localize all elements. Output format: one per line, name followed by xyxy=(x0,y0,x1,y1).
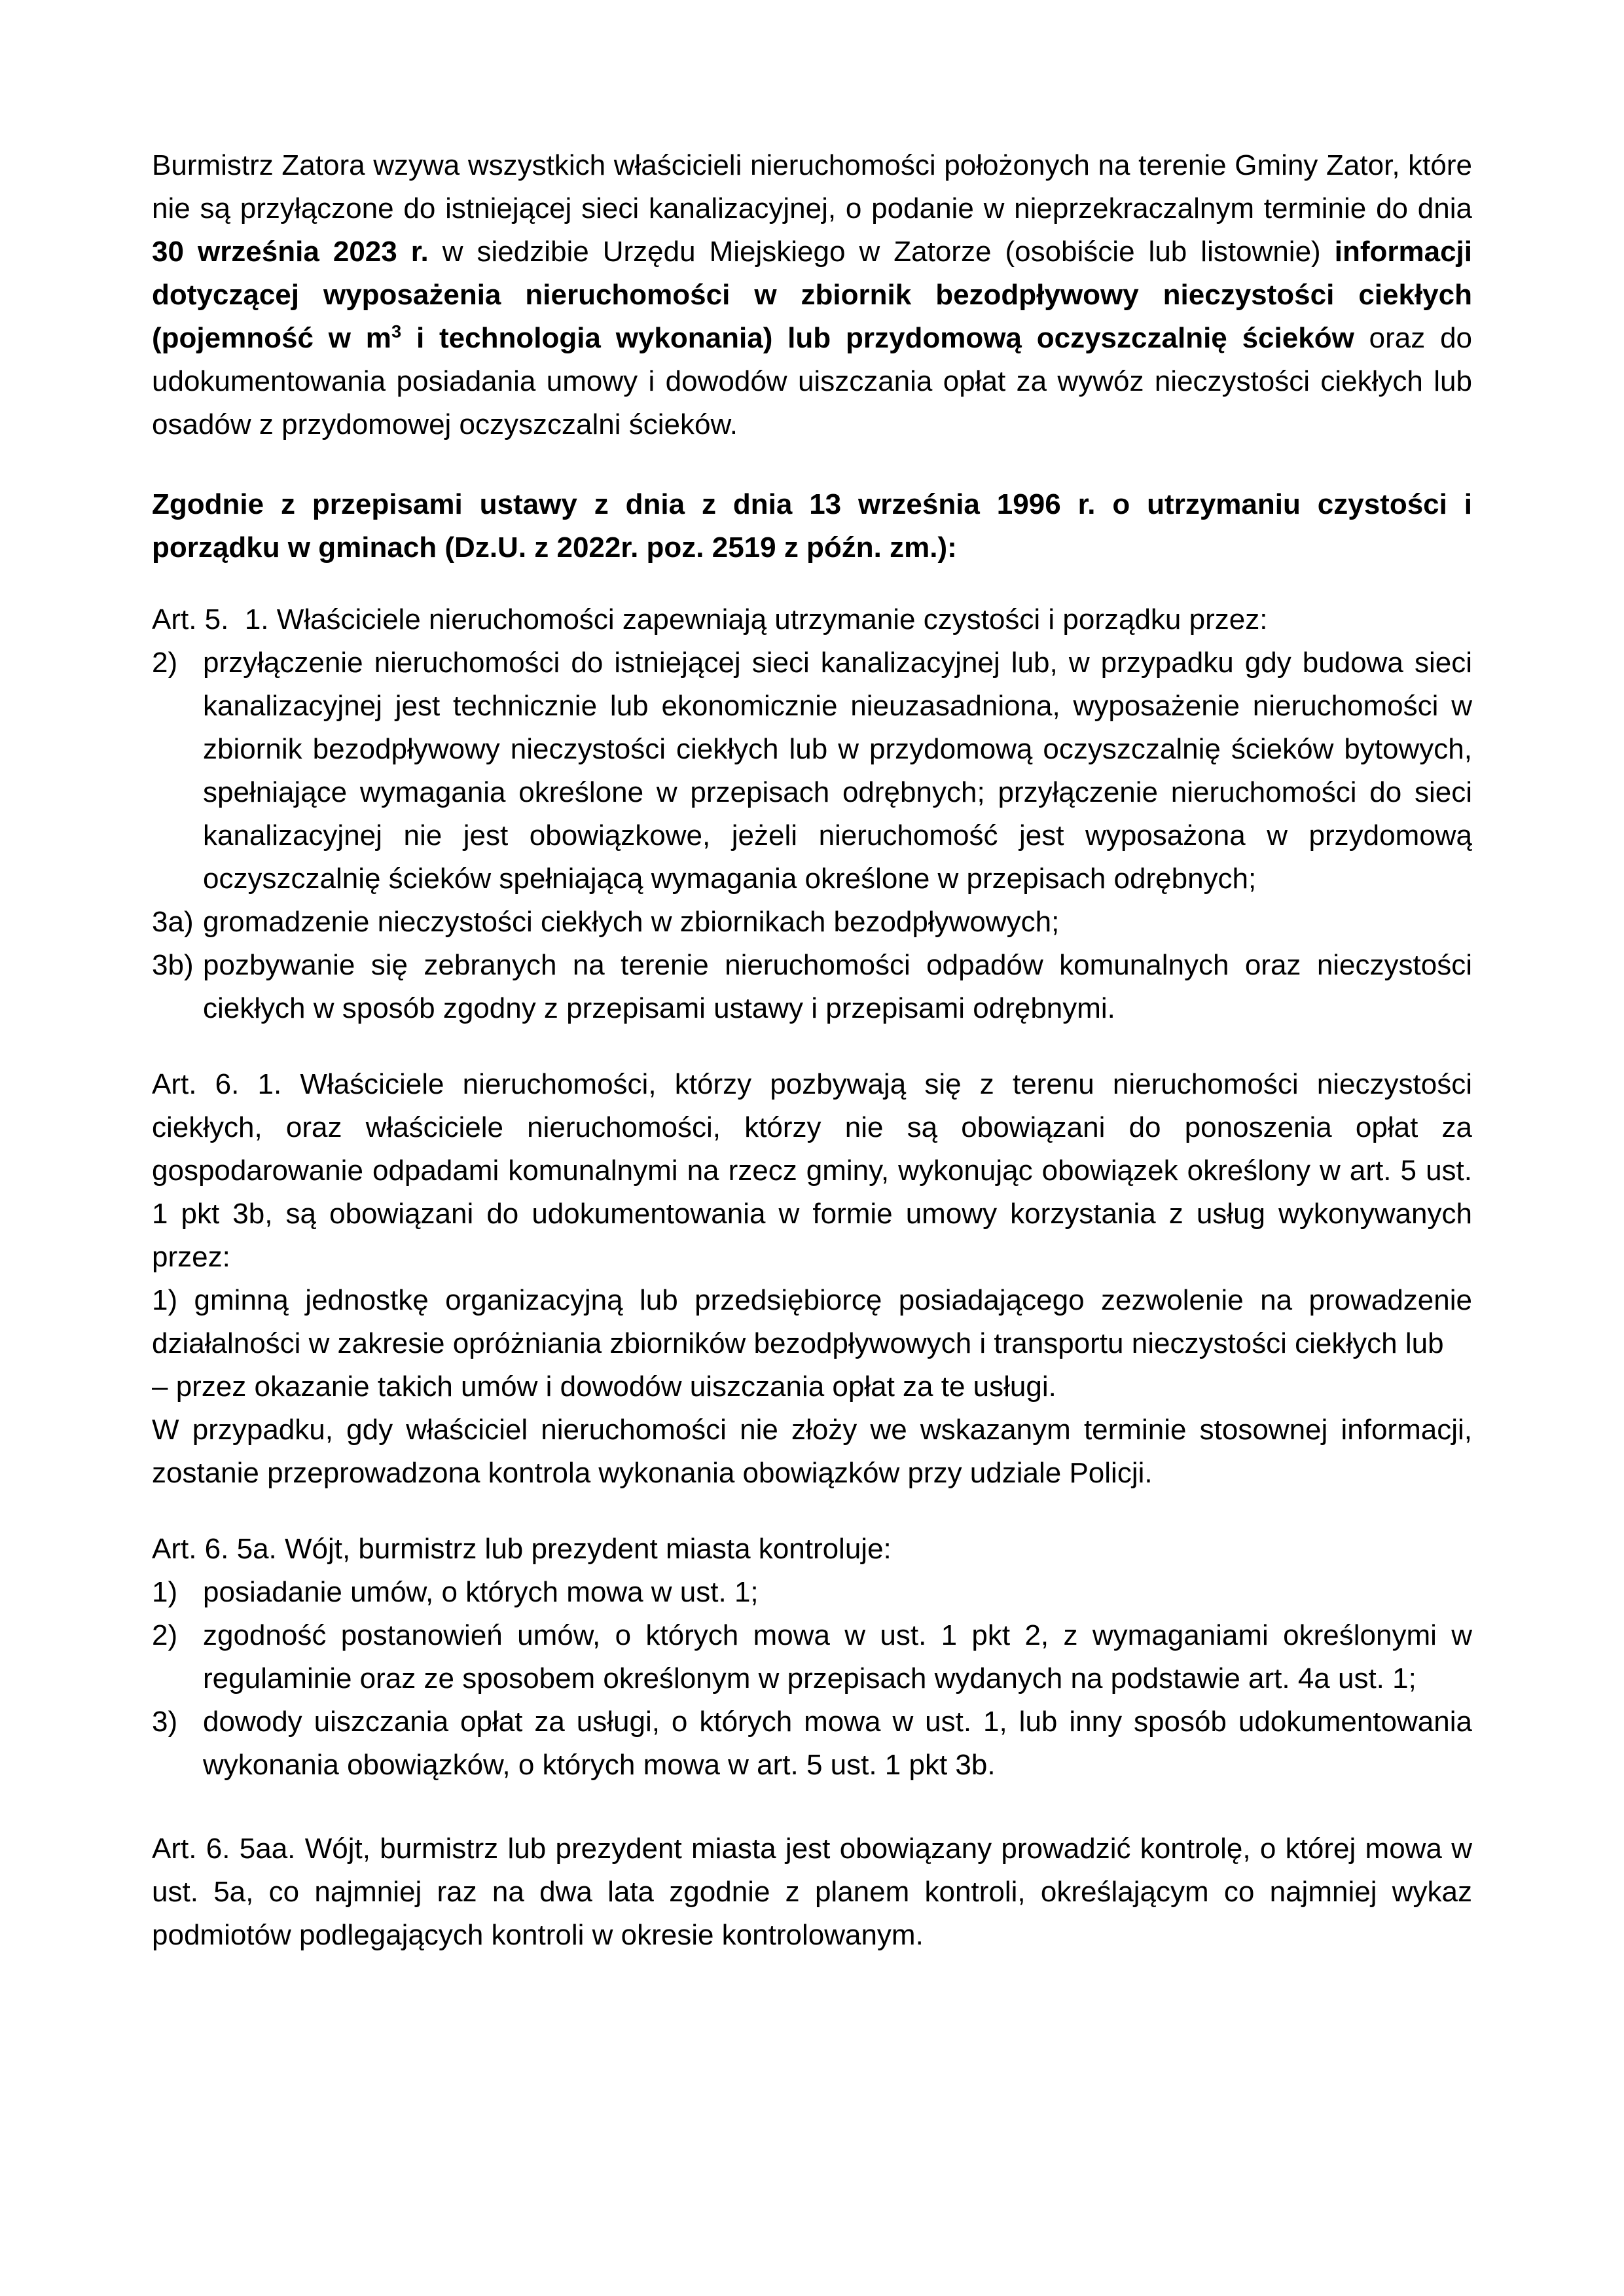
deadline-date: 30 września 2023 r. xyxy=(152,236,429,268)
art5-item-3a-text: gromadzenie nieczystości ciekłych w zbiornikach bezodpływowych; xyxy=(203,906,1060,938)
art6-1-item-1: 1) gminną jednostkę organizacyjną lub przedsiębiorcę posiadającego zezwolenie na prowadzenie działalności w zakresie opróżniania zbiorników bezodpływowych i transportu nieczystości ciekłych lub xyxy=(152,1284,1472,1359)
intro-text-1: Burmistrz Zatora wzywa wszystkich właścicieli nieruchomości położonych na terenie Gminy Zator, które nie są przyłączone do istniejącej sieci kanalizacyjnej, o podanie w nieprzekraczalnym terminie do dnia xyxy=(152,149,1472,224)
required-information-bold: informacji dotyczącej wyposażenia nieruchomości w zbiornik bezodpływowy nieczystości ciekłych (pojemność w m xyxy=(152,236,1472,354)
art5-item-3b-text: pozbywanie się zebranych na terenie nieruchomości odpadów komunalnych oraz nieczystości ciekłych w sposób zgodny z przepisami ustawy i przepisami odrębnymi. xyxy=(203,949,1472,1024)
art5-item-2-text: przyłączenie nieruchomości do istniejącej sieci kanalizacyjnej lub, w przypadku gdy budowa sieci kanalizacyjnej jest technicznie lub ekonomicznie nieuzasadniona, wyposażenie nieruchomości w zbiornik bezodpływowy nieczystości ciekłych lub w przydomową oczyszczalnię ścieków bytowych, spełniające wymagania określone w przepisach odrębnych; przyłączenie nieruchomości do sieci kanalizacyjnej nie jest obowiązkowe, jeżeli nieruchomość jest wyposażona w przydomową oczyszczalnię ścieków spełniającą wymagania określone w przepisach odrębnych; xyxy=(203,647,1472,895)
intro-text-3: oraz do udokumentowania posiadania umowy i dowodów uiszczania opłat za wywóz nieczystości ciekłych lub osadów z przydomowej oczyszczalni ścieków. xyxy=(152,322,1473,440)
list-marker-2: 2) xyxy=(152,647,178,679)
art6-5a-item-2-text: zgodność postanowień umów, o których mowa w ust. 1 pkt 2, z wymaganiami określonymi w regulaminie oraz ze sposobem określonym w przepisach wydanych na podstawie art. 4a ust. 1; xyxy=(203,1619,1472,1695)
art6-5a-item-2 xyxy=(152,1614,1472,1700)
list-marker-1: 1) xyxy=(152,1576,178,1608)
list-marker-3a: 3a) xyxy=(152,906,194,938)
art6-5a-item-3 xyxy=(152,1700,1472,1787)
required-information-bold-2: i technologia wykonania) lub przydomową oczyszczalnię ścieków xyxy=(401,322,1354,354)
art6-1-note: W przypadku, gdy właściciel nieruchomości nie złoży we wskazanym terminie stosownej informacji, zostanie przeprowadzona kontrola wykonania obowiązków przy udziale Policji. xyxy=(152,1414,1472,1489)
art5-item-3a xyxy=(152,901,1472,944)
intro-paragraph xyxy=(152,144,1472,446)
art5-item-2 xyxy=(152,641,1472,901)
art6-5a-item-3-text: dowody uiszczania opłat za usługi, o których mowa w ust. 1, lub inny sposób udokumentowania wykonania obowiązków, o których mowa w art. 5 ust. 1 pkt 3b. xyxy=(203,1706,1472,1781)
art6-1-dash-line: – przez okazanie takich umów i dowodów uiszczania opłat za te usługi. xyxy=(152,1371,1056,1403)
art6-1-paragraph: Art. 6. 1. Właściciele nieruchomości, którzy pozbywają się z terenu nieruchomości nieczystości ciekłych, oraz właściciele nieruchomości, którzy nie są obowiązani do ponoszenia opłat za gospodarowanie odpadami komunalnymi na rzecz gminy, wykonując obowiązek określony w art. 5 ust. 1 pkt 3b, są obowiązani do udokumentowania w formie umowy korzystania z usług wykonywanych przez: xyxy=(152,1068,1472,1273)
art5-intro-line: Art. 5. 1. Właściciele nieruchomości zapewniają utrzymanie czystości i porządku przez: xyxy=(152,603,1268,636)
list-marker-3: 3) xyxy=(152,1706,178,1738)
art5-item-3b xyxy=(152,944,1472,1030)
cubic-meter-superscript: 3 xyxy=(391,321,402,342)
list-marker-2b: 2) xyxy=(152,1619,178,1651)
legal-basis-heading: Zgodnie z przepisami ustawy z dnia z dnia 13 września 1996 r. o utrzymaniu czystości i porządku w gminach (Dz.U. z 2022r. poz. 2519 z późn. zm.): xyxy=(152,488,1472,564)
art6-5aa-paragraph: Art. 6. 5aa. Wójt, burmistrz lub prezydent miasta jest obowiązany prowadzić kontrolę, o której mowa w ust. 5a, co najmniej raz na dwa lata zgodnie z planem kontroli, określającym co najmniej wykaz podmiotów podlegających kontroli w okresie kontrolowanym. xyxy=(152,1833,1472,1951)
art6-5a-intro-line: Art. 6. 5a. Wójt, burmistrz lub prezydent miasta kontroluje: xyxy=(152,1533,892,1565)
art6-5a-item-1-text: posiadanie umów, o których mowa w ust. 1; xyxy=(203,1576,759,1608)
art6-5a-item-1 xyxy=(152,1571,1472,1614)
intro-text-2: w siedzibie Urzędu Miejskiego w Zatorze (osobiście lub listownie) xyxy=(428,236,1335,268)
list-marker-3b: 3b) xyxy=(152,949,194,981)
